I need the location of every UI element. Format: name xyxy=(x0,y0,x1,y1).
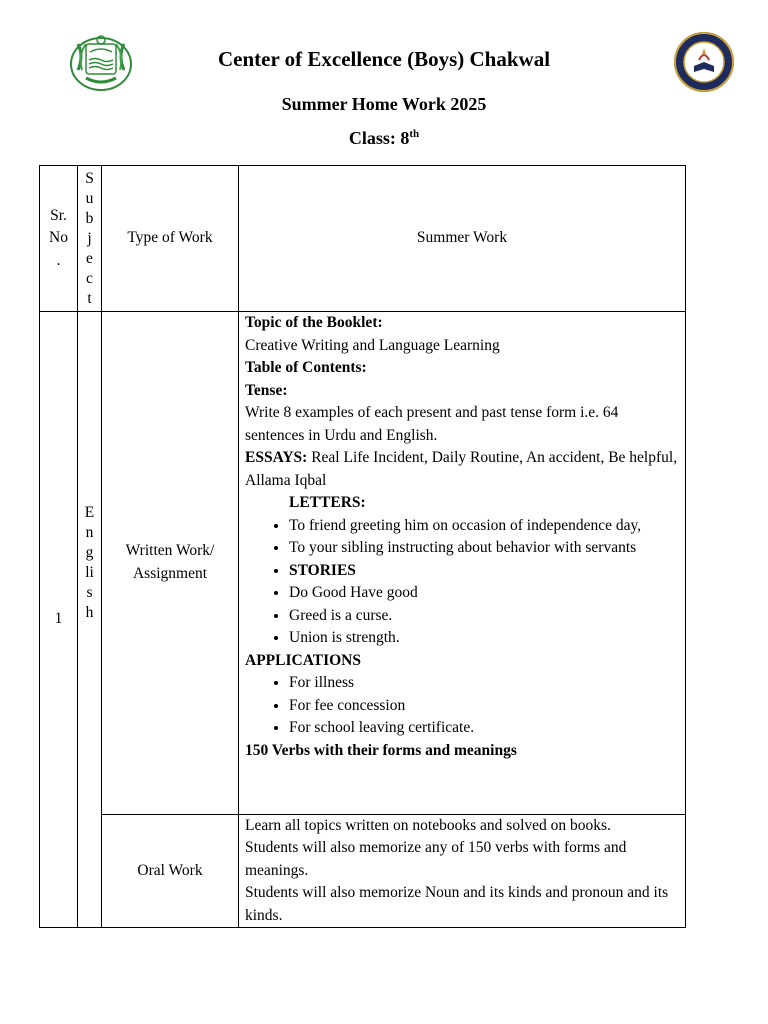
oral-work-type: Oral Work xyxy=(102,814,239,928)
oral-work-content xyxy=(239,814,686,928)
list-item: • Do Good Have good xyxy=(289,582,681,605)
subject-letter: b xyxy=(85,209,94,227)
topic-text: Creative Writing and Language Learning xyxy=(245,336,500,354)
row-subject-continued xyxy=(78,814,102,928)
subject-letter: h xyxy=(85,604,94,621)
table-row xyxy=(40,312,686,815)
essays-line: ESSAYS: Real Life Incident, Daily Routine, An accident, Be helpful, Allama Iqbal xyxy=(245,449,678,489)
list-item: • For fee concession xyxy=(289,695,681,718)
row-subject xyxy=(78,312,102,815)
stories-heading: • STORIES xyxy=(289,560,681,583)
subject-letter: u xyxy=(85,189,94,207)
subject-letter: g xyxy=(85,544,94,561)
applications-heading: APPLICATIONS xyxy=(245,651,361,669)
list-item: • Greed is a curse. xyxy=(289,605,681,628)
oral-line: Students will also memorize Noun and its kinds and pronoun and its kinds. xyxy=(245,884,669,924)
header-subject xyxy=(78,166,102,312)
list-item: • For school leaving certificate. xyxy=(289,717,681,740)
applications-list xyxy=(245,672,681,740)
toc-heading: Table of Contents: xyxy=(245,359,367,376)
written-work-type: Written Work/ Assignment xyxy=(102,312,239,815)
class-label: Class: 8th xyxy=(348,128,420,148)
subject-letter: S xyxy=(85,169,94,187)
subject-letter: c xyxy=(86,269,93,287)
subject-letter: j xyxy=(87,229,92,247)
subject-letter: s xyxy=(86,584,93,601)
document-title: Summer Home Work 2025 xyxy=(281,94,487,114)
list-item: • Union is strength. xyxy=(289,627,681,650)
subject-letter: n xyxy=(85,524,94,541)
written-work-content xyxy=(239,312,686,815)
verbs-line: 150 Verbs with their forms and meanings xyxy=(245,741,517,759)
oral-line: Learn all topics written on notebooks and solved on books. xyxy=(245,816,611,834)
header-sr-no: Sr. No . xyxy=(40,166,78,312)
row-sr-no: 1 xyxy=(40,312,78,928)
topic-heading: Topic of the Booklet: xyxy=(245,314,383,331)
subject-letter: E xyxy=(84,504,95,521)
letters-heading: LETTERS: xyxy=(289,494,366,511)
header-type-of-work: Type of Work xyxy=(102,166,239,312)
letters-list xyxy=(245,515,681,560)
oral-line: Students will also memorize any of 150 verbs with forms and meanings. xyxy=(245,839,627,879)
list-item: • To friend greeting him on occasion of independence day, xyxy=(289,515,681,538)
subject-letter: t xyxy=(87,289,92,307)
subject-letter: li xyxy=(85,564,94,581)
table-row xyxy=(40,814,686,928)
school-name: Center of Excellence (Boys) Chakwal xyxy=(217,47,551,71)
subject-letter: e xyxy=(86,249,93,267)
list-item: • For illness xyxy=(289,672,681,695)
tense-heading: Tense: xyxy=(245,381,288,399)
stories-list xyxy=(245,560,681,650)
tense-text: Write 8 examples of each present and past tense form i.e. 64 sentences in Urdu and English. xyxy=(245,404,619,444)
list-item: • To your sibling instructing about behavior with servants xyxy=(289,537,681,560)
header-summer-work: Summer Work xyxy=(239,166,686,312)
table-header-row xyxy=(40,166,686,312)
homework-table xyxy=(39,165,686,928)
